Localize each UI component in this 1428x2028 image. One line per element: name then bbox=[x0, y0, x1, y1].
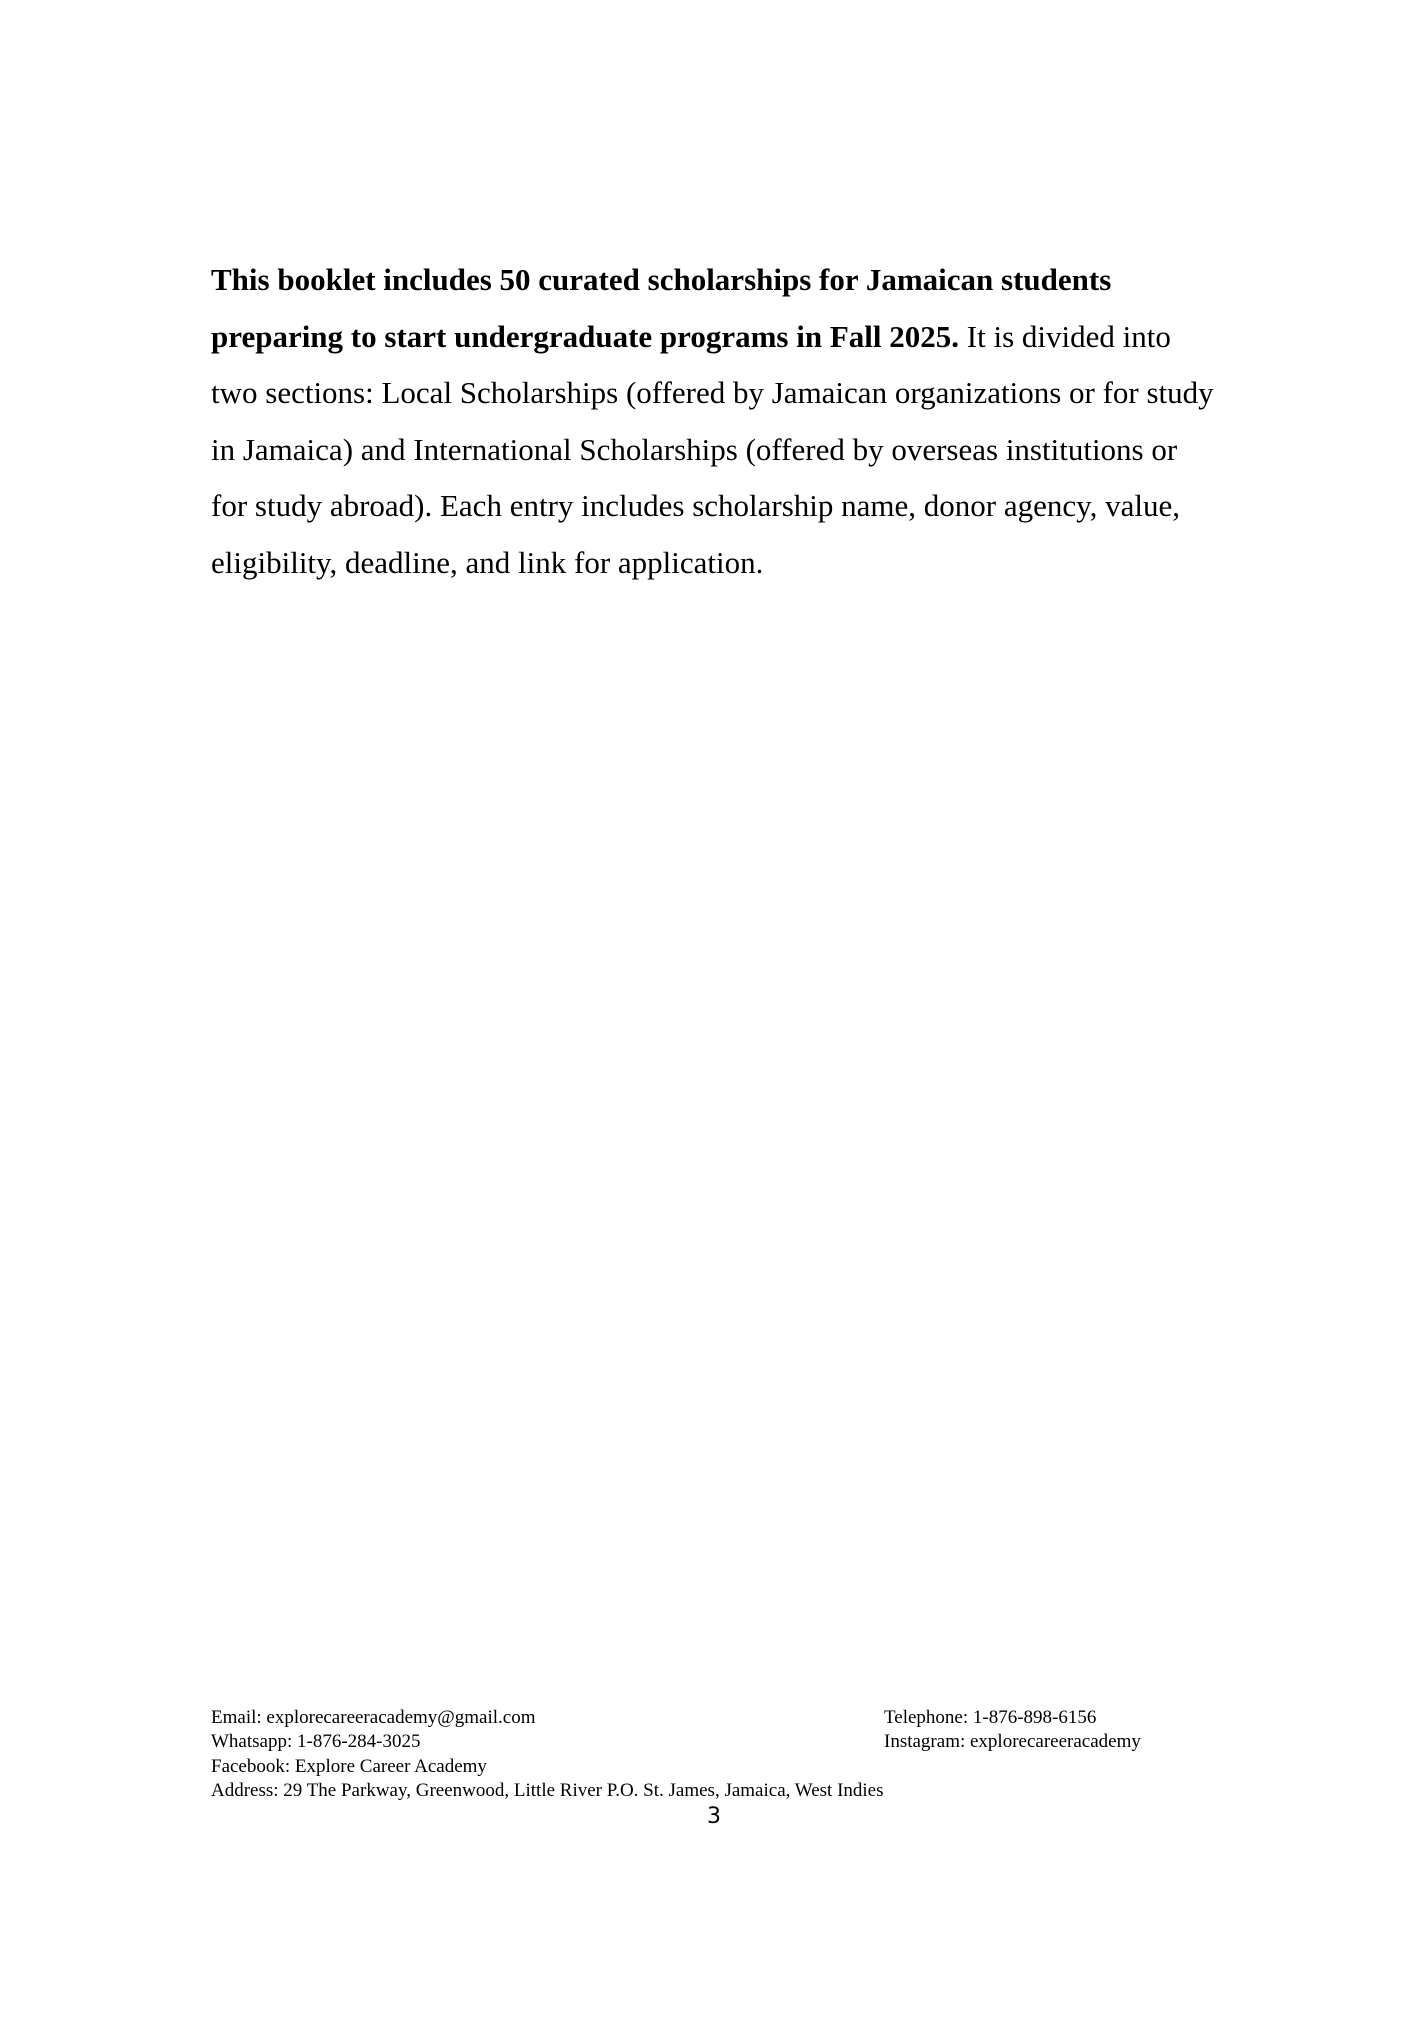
footer-row-facebook bbox=[211, 1755, 1221, 1779]
footer-row-whatsapp bbox=[211, 1730, 1221, 1754]
footer-facebook: Facebook: Explore Career Academy bbox=[211, 1755, 487, 1777]
footer-email: Email: explorecareeracademy@gmail.com bbox=[211, 1707, 536, 1728]
footer-row-address bbox=[211, 1779, 1221, 1803]
footer-instagram: Instagram: explorecareeracademy bbox=[884, 1731, 1141, 1753]
intro-paragraph bbox=[211, 252, 1221, 592]
footer-row-email bbox=[211, 1706, 1221, 1730]
page-number: 3 bbox=[707, 1804, 721, 1829]
footer-whatsapp: Whatsapp: 1-876-284-3025 bbox=[211, 1731, 421, 1753]
intro-lead-sentence: This booklet includes 50 curated scholarships for Jamaican students preparing to start undergraduate programs in Fall 2025. bbox=[211, 262, 1112, 354]
footer-telephone: Telephone: 1-876-898-6156 bbox=[884, 1707, 1097, 1728]
contact-footer bbox=[211, 1706, 1221, 1803]
intro-body-text: It is divided into two sections: Local Scholarships (offered by Jamaican organizations or for study in Jamaica) and International Scholarships (offered by overseas institutions or for study abroad). Each entry includes scholarship name, donor agency, value, eligibility, deadline, and link for application. bbox=[211, 318, 1214, 580]
footer-address: Address: 29 The Parkway, Greenwood, Little River P.O. St. James, Jamaica, West Indies bbox=[211, 1779, 884, 1801]
